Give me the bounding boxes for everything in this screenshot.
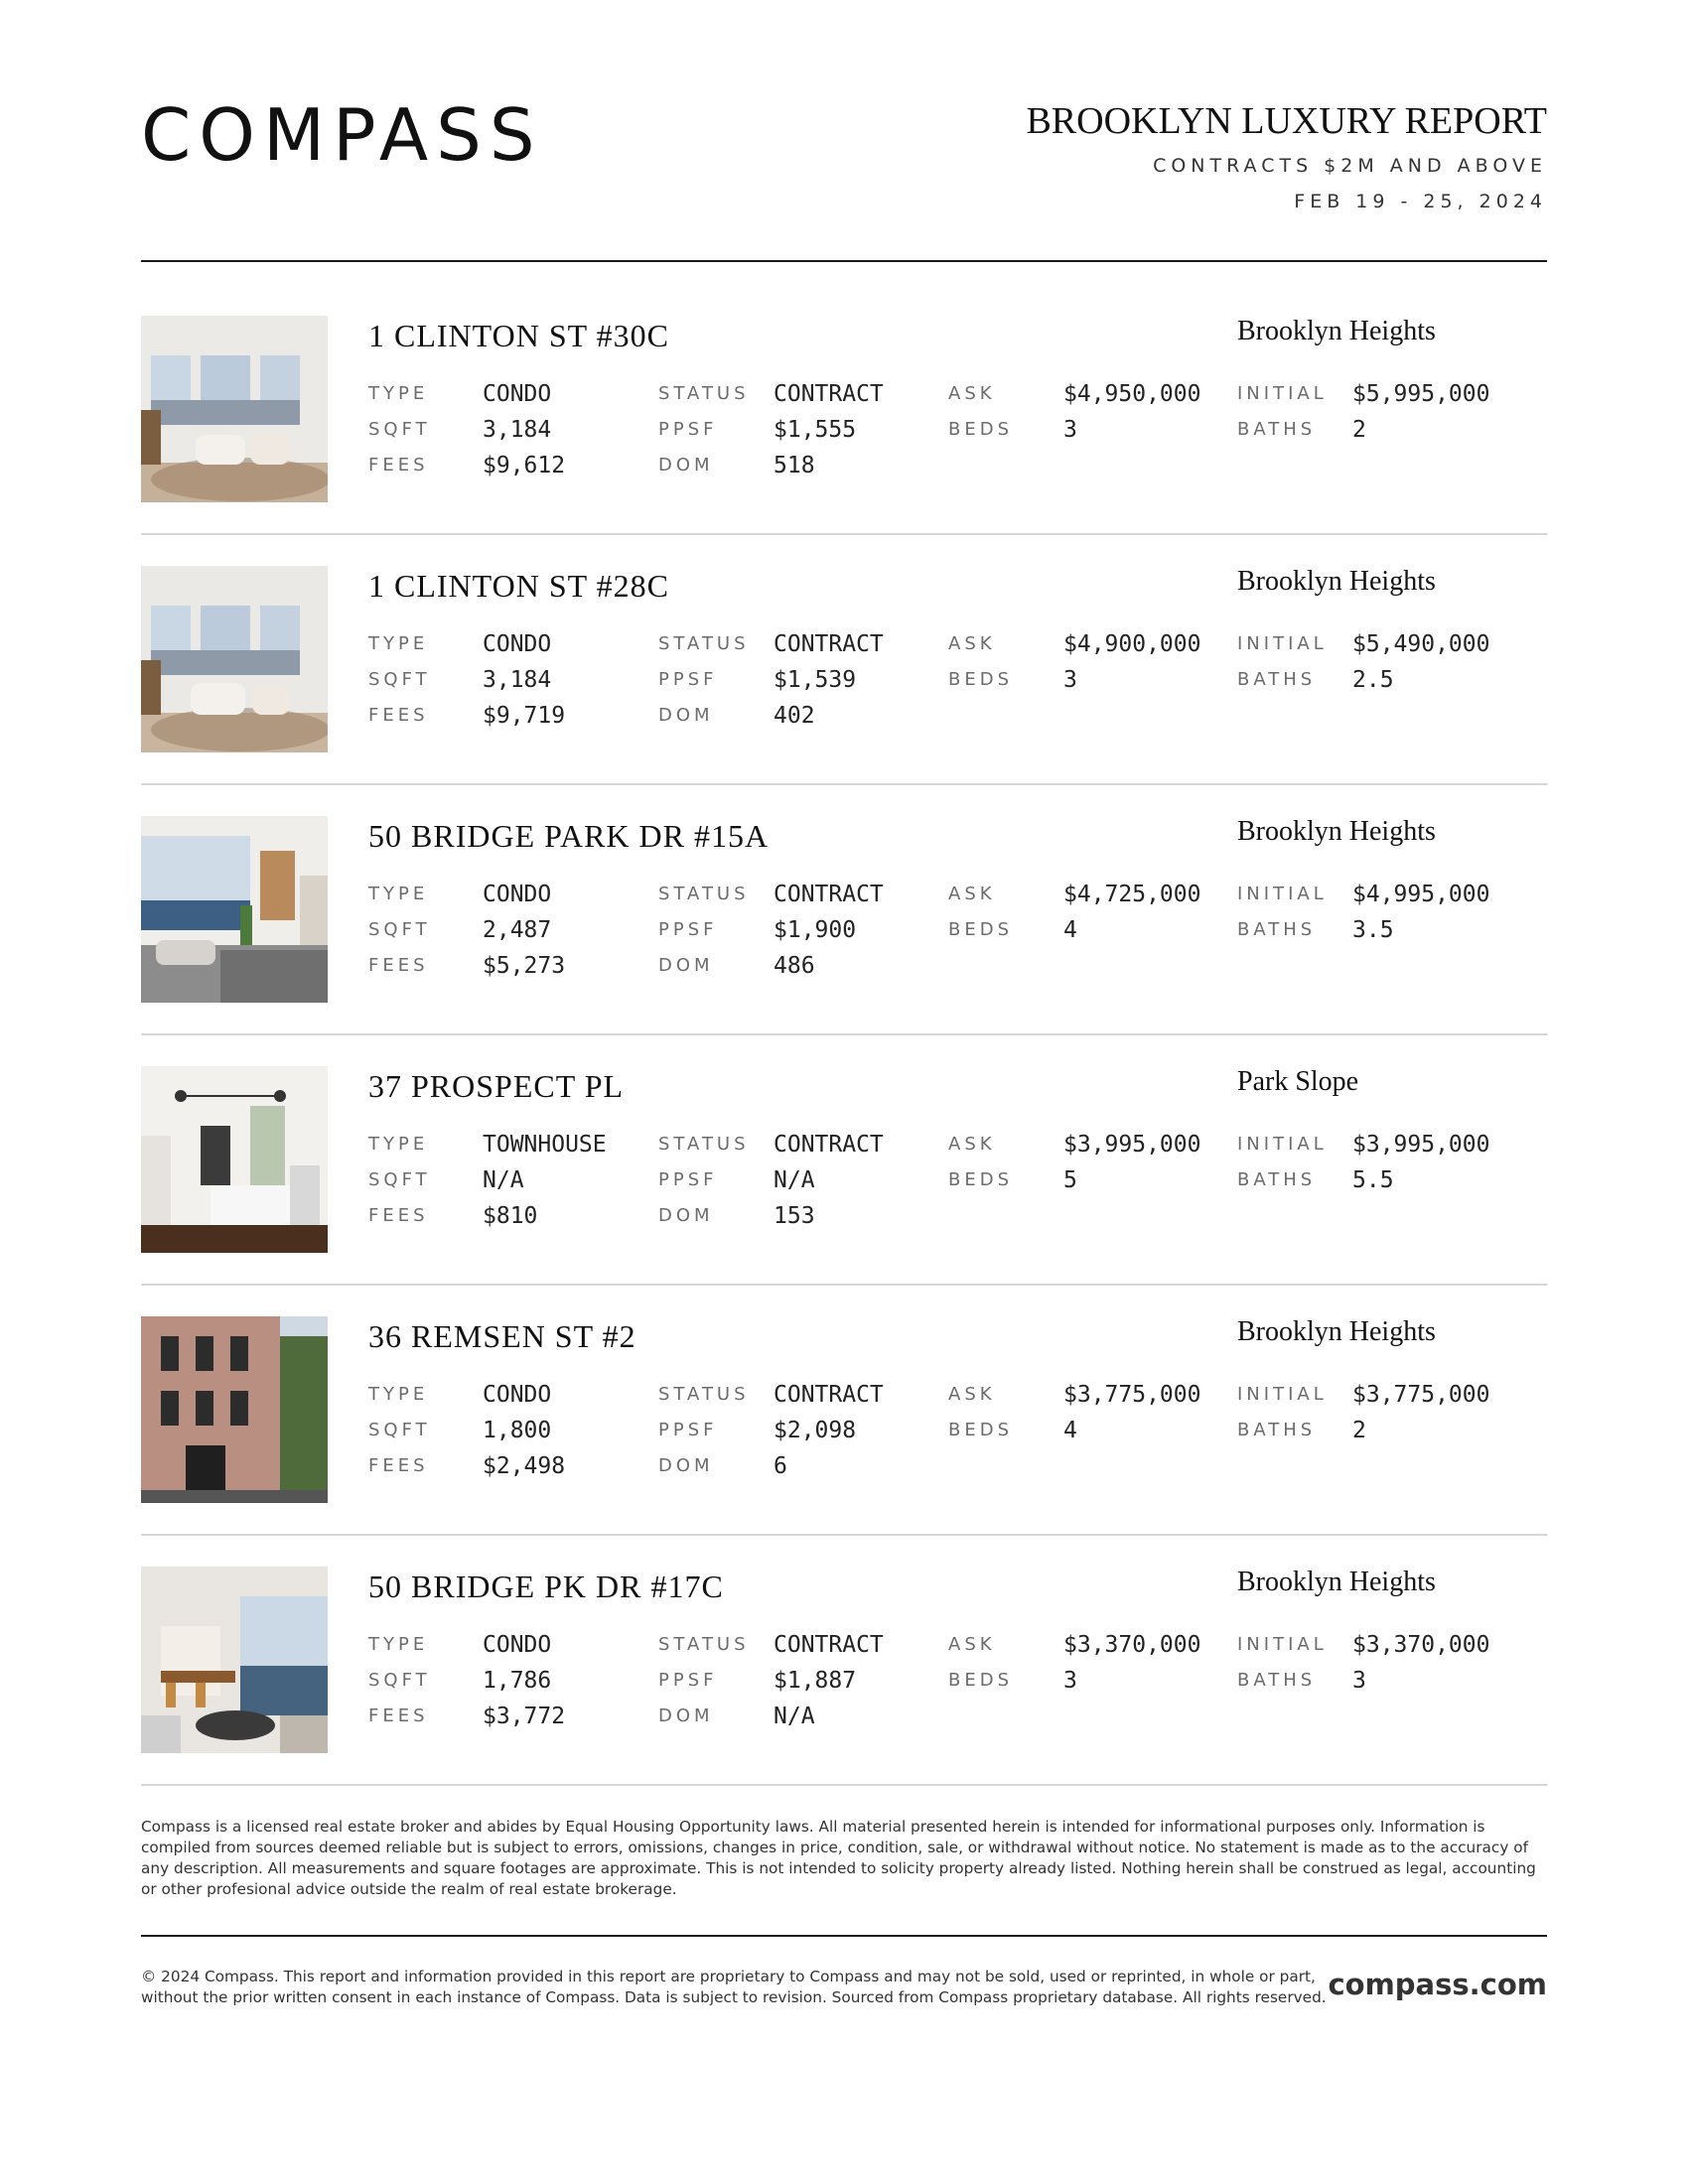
sqft-label: SQFT bbox=[368, 1169, 431, 1190]
fees-value: $9,719 bbox=[483, 703, 566, 729]
listing-row bbox=[141, 816, 1547, 1066]
sqft-value: 2,487 bbox=[483, 917, 552, 943]
listing-address: 50 BRIDGE PK DR #17C bbox=[368, 1569, 724, 1604]
report-title: BROOKLYN LUXURY REPORT bbox=[1026, 100, 1547, 142]
listing-address: 1 CLINTON ST #30C bbox=[368, 318, 669, 353]
baths-label: BATHS bbox=[1237, 1169, 1317, 1190]
fees-label: FEES bbox=[368, 705, 429, 726]
listing-photo bbox=[141, 816, 328, 1003]
ask-value: $3,370,000 bbox=[1063, 1632, 1201, 1658]
ask-label: ASK bbox=[948, 633, 996, 654]
initial-value: $3,995,000 bbox=[1352, 1132, 1490, 1158]
report-date-range: FEB 19 - 25, 2024 bbox=[1294, 191, 1547, 212]
listing-neighborhood: Brooklyn Heights bbox=[1237, 1316, 1436, 1347]
baths-label: BATHS bbox=[1237, 919, 1317, 940]
status-label: STATUS bbox=[658, 633, 750, 654]
sqft-value: 3,184 bbox=[483, 667, 552, 693]
listing-row bbox=[141, 566, 1547, 816]
dom-value: N/A bbox=[774, 1704, 815, 1729]
type-value: CONDO bbox=[483, 381, 552, 407]
status-label: STATUS bbox=[658, 884, 750, 904]
ppsf-value: $2,098 bbox=[774, 1418, 857, 1443]
ask-label: ASK bbox=[948, 1634, 996, 1655]
initial-value: $5,490,000 bbox=[1352, 631, 1490, 657]
ask-label: ASK bbox=[948, 884, 996, 904]
type-label: TYPE bbox=[368, 1134, 429, 1155]
listing-neighborhood: Brooklyn Heights bbox=[1237, 816, 1436, 847]
beds-label: BEDS bbox=[948, 669, 1014, 690]
type-value: CONDO bbox=[483, 1382, 552, 1408]
status-label: STATUS bbox=[658, 1134, 750, 1155]
baths-value: 3 bbox=[1352, 1668, 1366, 1694]
fees-label: FEES bbox=[368, 1455, 429, 1476]
fees-value: $9,612 bbox=[483, 453, 566, 478]
sqft-value: 3,184 bbox=[483, 417, 552, 443]
ask-label: ASK bbox=[948, 383, 996, 404]
ask-label: ASK bbox=[948, 1384, 996, 1405]
fees-value: $810 bbox=[483, 1203, 538, 1229]
dom-value: 486 bbox=[774, 953, 815, 979]
fees-value: $2,498 bbox=[483, 1453, 566, 1479]
type-label: TYPE bbox=[368, 1634, 429, 1655]
beds-label: BEDS bbox=[948, 1670, 1014, 1691]
sqft-label: SQFT bbox=[368, 919, 431, 940]
dom-value: 6 bbox=[774, 1453, 787, 1479]
ppsf-label: PPSF bbox=[658, 669, 718, 690]
baths-value: 2.5 bbox=[1352, 667, 1394, 693]
fees-label: FEES bbox=[368, 455, 429, 476]
listing-neighborhood: Brooklyn Heights bbox=[1237, 566, 1436, 597]
status-label: STATUS bbox=[658, 1384, 750, 1405]
initial-value: $3,370,000 bbox=[1352, 1632, 1490, 1658]
ppsf-value: $1,887 bbox=[774, 1668, 857, 1694]
fees-label: FEES bbox=[368, 955, 429, 976]
status-value: CONTRACT bbox=[774, 1382, 884, 1408]
dom-value: 402 bbox=[774, 703, 815, 729]
compass-url-link[interactable]: compass.com bbox=[1328, 1968, 1547, 2001]
report-subtitle: CONTRACTS $2M AND ABOVE bbox=[1153, 155, 1547, 177]
listing-address: 50 BRIDGE PARK DR #15A bbox=[368, 818, 770, 854]
ppsf-value: $1,539 bbox=[774, 667, 857, 693]
initial-label: INITIAL bbox=[1237, 1384, 1328, 1405]
initial-label: INITIAL bbox=[1237, 1634, 1328, 1655]
beds-label: BEDS bbox=[948, 1420, 1014, 1440]
sqft-value: N/A bbox=[483, 1167, 524, 1193]
initial-label: INITIAL bbox=[1237, 383, 1328, 404]
listing-row bbox=[141, 1316, 1547, 1567]
listing-row bbox=[141, 1066, 1547, 1316]
dom-label: DOM bbox=[658, 705, 714, 726]
type-value: CONDO bbox=[483, 882, 552, 907]
beds-value: 3 bbox=[1063, 417, 1077, 443]
sqft-label: SQFT bbox=[368, 669, 431, 690]
ask-value: $4,900,000 bbox=[1063, 631, 1201, 657]
beds-value: 3 bbox=[1063, 1668, 1077, 1694]
ask-label: ASK bbox=[948, 1134, 996, 1155]
listing-photo bbox=[141, 1316, 328, 1503]
dom-value: 153 bbox=[774, 1203, 815, 1229]
ppsf-label: PPSF bbox=[658, 419, 718, 440]
type-label: TYPE bbox=[368, 383, 429, 404]
baths-label: BATHS bbox=[1237, 1420, 1317, 1440]
dom-label: DOM bbox=[658, 1205, 714, 1226]
initial-value: $4,995,000 bbox=[1352, 882, 1490, 907]
ask-value: $3,775,000 bbox=[1063, 1382, 1201, 1408]
row-divider bbox=[141, 1284, 1547, 1286]
listing-photo bbox=[141, 566, 328, 752]
fees-label: FEES bbox=[368, 1205, 429, 1226]
type-label: TYPE bbox=[368, 1384, 429, 1405]
ask-value: $3,995,000 bbox=[1063, 1132, 1201, 1158]
baths-value: 5.5 bbox=[1352, 1167, 1394, 1193]
initial-value: $3,775,000 bbox=[1352, 1382, 1490, 1408]
row-divider bbox=[141, 1534, 1547, 1536]
status-label: STATUS bbox=[658, 1634, 750, 1655]
status-value: CONTRACT bbox=[774, 1632, 884, 1658]
type-value: CONDO bbox=[483, 1632, 552, 1658]
beds-label: BEDS bbox=[948, 919, 1014, 940]
footer-disclaimer: Compass is a licensed real estate broker and abides by Equal Housing Opportunity laws. All material presented herein is intended for informational purposes only. Information is compiled from sources deemed reliable but is subject to errors, omissions, changes in price, condition, sale, or withdrawal without notice. No statement is made as to the accuracy of any description. All measurements and square footages are approximate. This is not intended to solicity property already listed. Nothing herein shall be construed as legal, accounting or other profesional advice outside the realm of real estate brokerage. bbox=[141, 1818, 1536, 1898]
initial-value: $5,995,000 bbox=[1352, 381, 1490, 407]
ppsf-label: PPSF bbox=[658, 1670, 718, 1691]
listing-address: 36 REMSEN ST #2 bbox=[368, 1318, 636, 1354]
sqft-label: SQFT bbox=[368, 1420, 431, 1440]
dom-label: DOM bbox=[658, 1455, 714, 1476]
baths-label: BATHS bbox=[1237, 1670, 1317, 1691]
baths-value: 2 bbox=[1352, 1418, 1366, 1443]
beds-label: BEDS bbox=[948, 1169, 1014, 1190]
beds-value: 4 bbox=[1063, 1418, 1077, 1443]
row-divider bbox=[141, 1033, 1547, 1035]
baths-label: BATHS bbox=[1237, 669, 1317, 690]
ppsf-value: $1,900 bbox=[774, 917, 857, 943]
status-value: CONTRACT bbox=[774, 1132, 884, 1158]
header-divider bbox=[141, 260, 1547, 262]
listing-neighborhood: Brooklyn Heights bbox=[1237, 1567, 1436, 1597]
baths-label: BATHS bbox=[1237, 419, 1317, 440]
sqft-value: 1,786 bbox=[483, 1668, 552, 1694]
row-divider bbox=[141, 1784, 1547, 1786]
ppsf-value: N/A bbox=[774, 1167, 815, 1193]
beds-value: 3 bbox=[1063, 667, 1077, 693]
ppsf-label: PPSF bbox=[658, 919, 718, 940]
footer-copyright: © 2024 Compass. This report and information provided in this report are proprietary to Compass and may not be sold, used or reprinted, in whole or part, without the prior written consent in each instance of Compass. Data is subject to revision. Sourced from Compass proprietary database. All rights reserved. bbox=[141, 1968, 1327, 2006]
listing-photo bbox=[141, 316, 328, 502]
type-value: CONDO bbox=[483, 631, 552, 657]
type-label: TYPE bbox=[368, 633, 429, 654]
ask-value: $4,725,000 bbox=[1063, 882, 1201, 907]
beds-label: BEDS bbox=[948, 419, 1014, 440]
listing-neighborhood: Park Slope bbox=[1237, 1066, 1359, 1097]
type-label: TYPE bbox=[368, 884, 429, 904]
fees-label: FEES bbox=[368, 1706, 429, 1726]
report-header bbox=[141, 93, 1547, 218]
listing-address: 1 CLINTON ST #28C bbox=[368, 568, 669, 604]
sqft-label: SQFT bbox=[368, 419, 431, 440]
dom-label: DOM bbox=[658, 455, 714, 476]
initial-label: INITIAL bbox=[1237, 633, 1328, 654]
status-value: CONTRACT bbox=[774, 882, 884, 907]
dom-value: 518 bbox=[774, 453, 815, 478]
initial-label: INITIAL bbox=[1237, 884, 1328, 904]
dom-label: DOM bbox=[658, 1706, 714, 1726]
ppsf-value: $1,555 bbox=[774, 417, 857, 443]
listing-photo bbox=[141, 1066, 328, 1253]
beds-value: 4 bbox=[1063, 917, 1077, 943]
footer-divider bbox=[141, 1935, 1547, 1937]
row-divider bbox=[141, 533, 1547, 535]
baths-value: 3.5 bbox=[1352, 917, 1394, 943]
baths-value: 2 bbox=[1352, 417, 1366, 443]
initial-label: INITIAL bbox=[1237, 1134, 1328, 1155]
row-divider bbox=[141, 783, 1547, 785]
dom-label: DOM bbox=[658, 955, 714, 976]
listing-row bbox=[141, 316, 1547, 566]
ppsf-label: PPSF bbox=[658, 1420, 718, 1440]
listing-row bbox=[141, 1567, 1547, 1817]
listing-address: 37 PROSPECT PL bbox=[368, 1068, 625, 1104]
status-value: CONTRACT bbox=[774, 381, 884, 407]
listing-neighborhood: Brooklyn Heights bbox=[1237, 316, 1436, 346]
beds-value: 5 bbox=[1063, 1167, 1077, 1193]
status-value: CONTRACT bbox=[774, 631, 884, 657]
sqft-label: SQFT bbox=[368, 1670, 431, 1691]
status-label: STATUS bbox=[658, 383, 750, 404]
type-value: TOWNHOUSE bbox=[483, 1132, 607, 1158]
listing-photo bbox=[141, 1567, 328, 1753]
fees-value: $3,772 bbox=[483, 1704, 566, 1729]
ppsf-label: PPSF bbox=[658, 1169, 718, 1190]
ask-value: $4,950,000 bbox=[1063, 381, 1201, 407]
compass-logo: COMPASS bbox=[141, 93, 543, 177]
sqft-value: 1,800 bbox=[483, 1418, 552, 1443]
fees-value: $5,273 bbox=[483, 953, 566, 979]
